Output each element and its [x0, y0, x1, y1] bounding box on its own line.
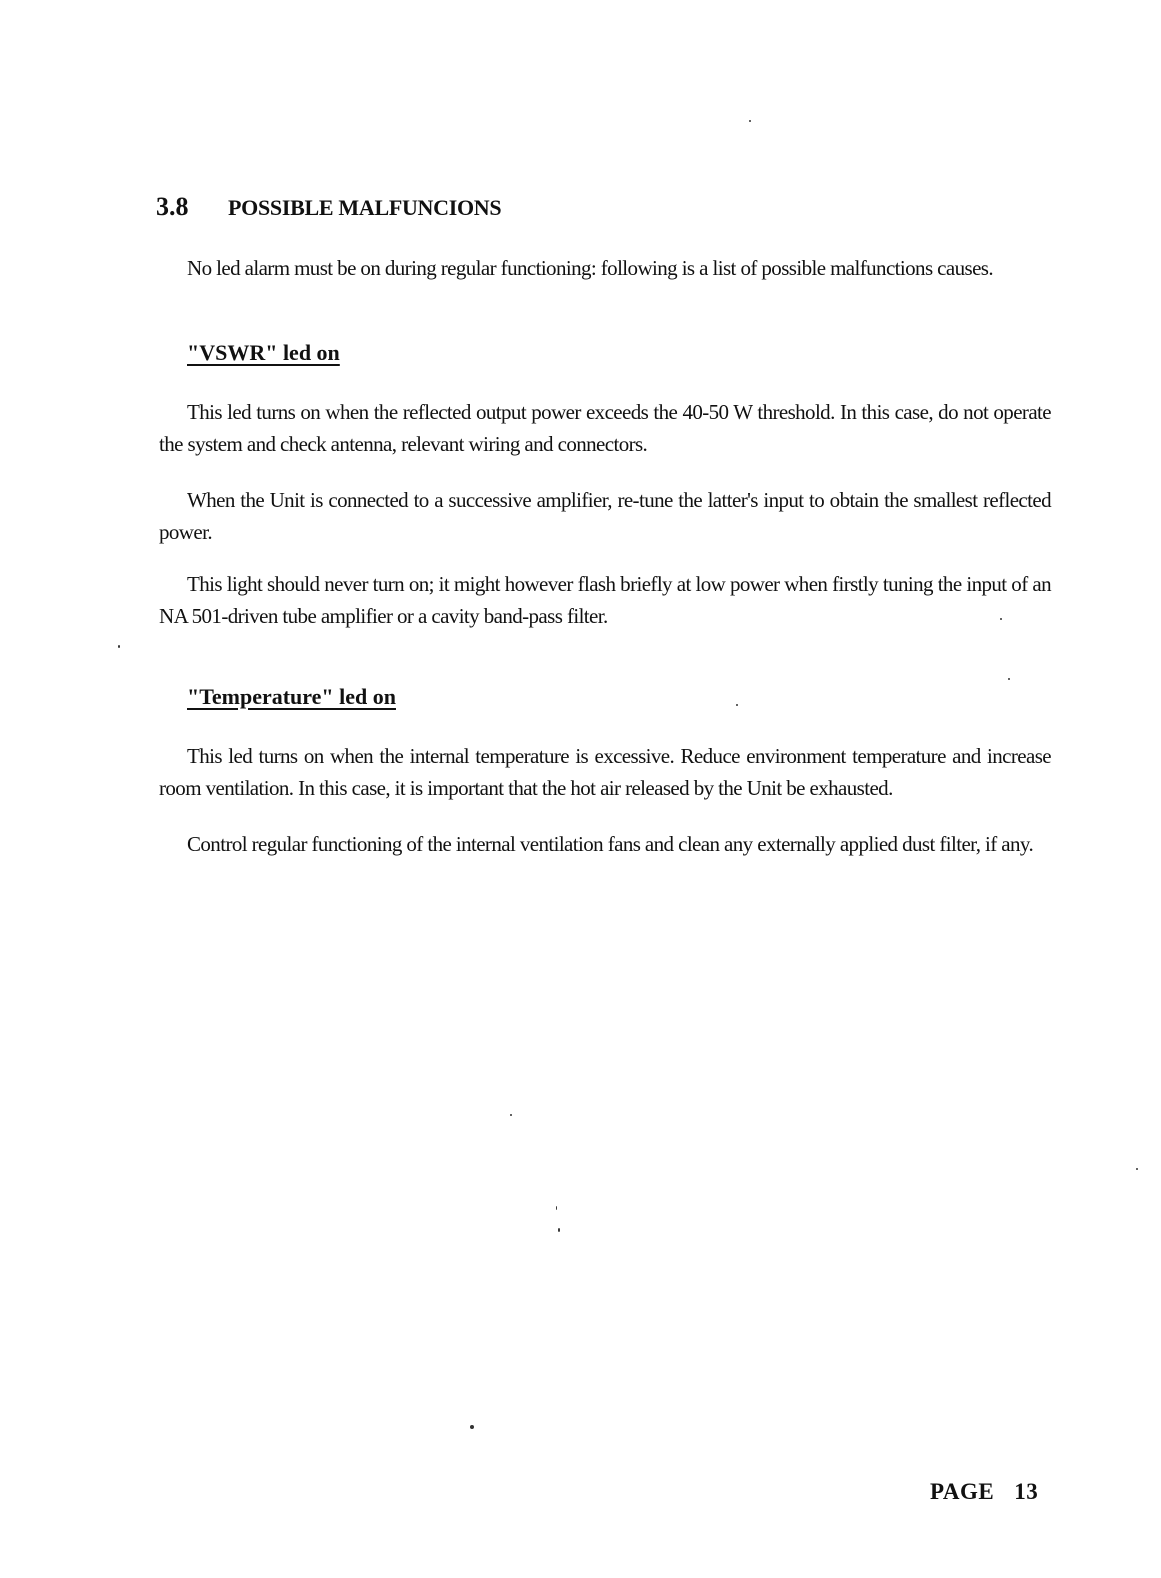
vswr-heading: "VSWR" led on — [187, 340, 340, 365]
scan-speck — [558, 1228, 560, 1232]
page-label: PAGE — [930, 1479, 995, 1504]
vswr-paragraph-1: This led turns on when the reflected output power exceeds the 40-50 W threshold. In this case, do not operate the system and check antenna, relevant wiring and connectors. — [159, 400, 1051, 456]
intro-paragraph: No led alarm must be on during regular functioning: following is a list of possible malfunctions causes. — [187, 256, 994, 280]
vswr-paragraph-3: This light should never turn on; it might however flash briefly at low power when firstly tuning the input of an NA 501-driven tube amplifier or a cavity band-pass filter. — [159, 572, 1051, 628]
scan-speck — [749, 120, 751, 122]
section-number: 3.8 — [156, 192, 189, 221]
page-number-value: 13 — [1014, 1479, 1039, 1504]
temperature-paragraph-2: Control regular functioning of the internal ventilation fans and clean any externally applied dust filter, if any. — [187, 832, 1034, 856]
scan-speck — [1008, 678, 1010, 680]
scan-speck — [470, 1425, 474, 1429]
section-heading — [156, 192, 501, 222]
page-number — [930, 1479, 1038, 1505]
temperature-paragraph-1: This led turns on when the internal temperature is excessive. Reduce environment temperature and increase room ventilation. In this case, it is important that the hot air released by the Unit be exhausted. — [159, 744, 1051, 800]
vswr-paragraph-2: When the Unit is connected to a successive amplifier, re-tune the latter's input to obtain the smallest reflected power. — [159, 488, 1051, 544]
section-title: POSSIBLE MALFUNCIONS — [228, 195, 502, 220]
scan-speck — [736, 704, 738, 706]
scan-speck — [118, 645, 120, 648]
scan-speck — [510, 1114, 512, 1116]
scan-speck — [1136, 1168, 1138, 1170]
temperature-heading: "Temperature" led on — [187, 684, 396, 709]
scan-speck — [1000, 618, 1002, 620]
scan-speck — [556, 1206, 557, 1210]
